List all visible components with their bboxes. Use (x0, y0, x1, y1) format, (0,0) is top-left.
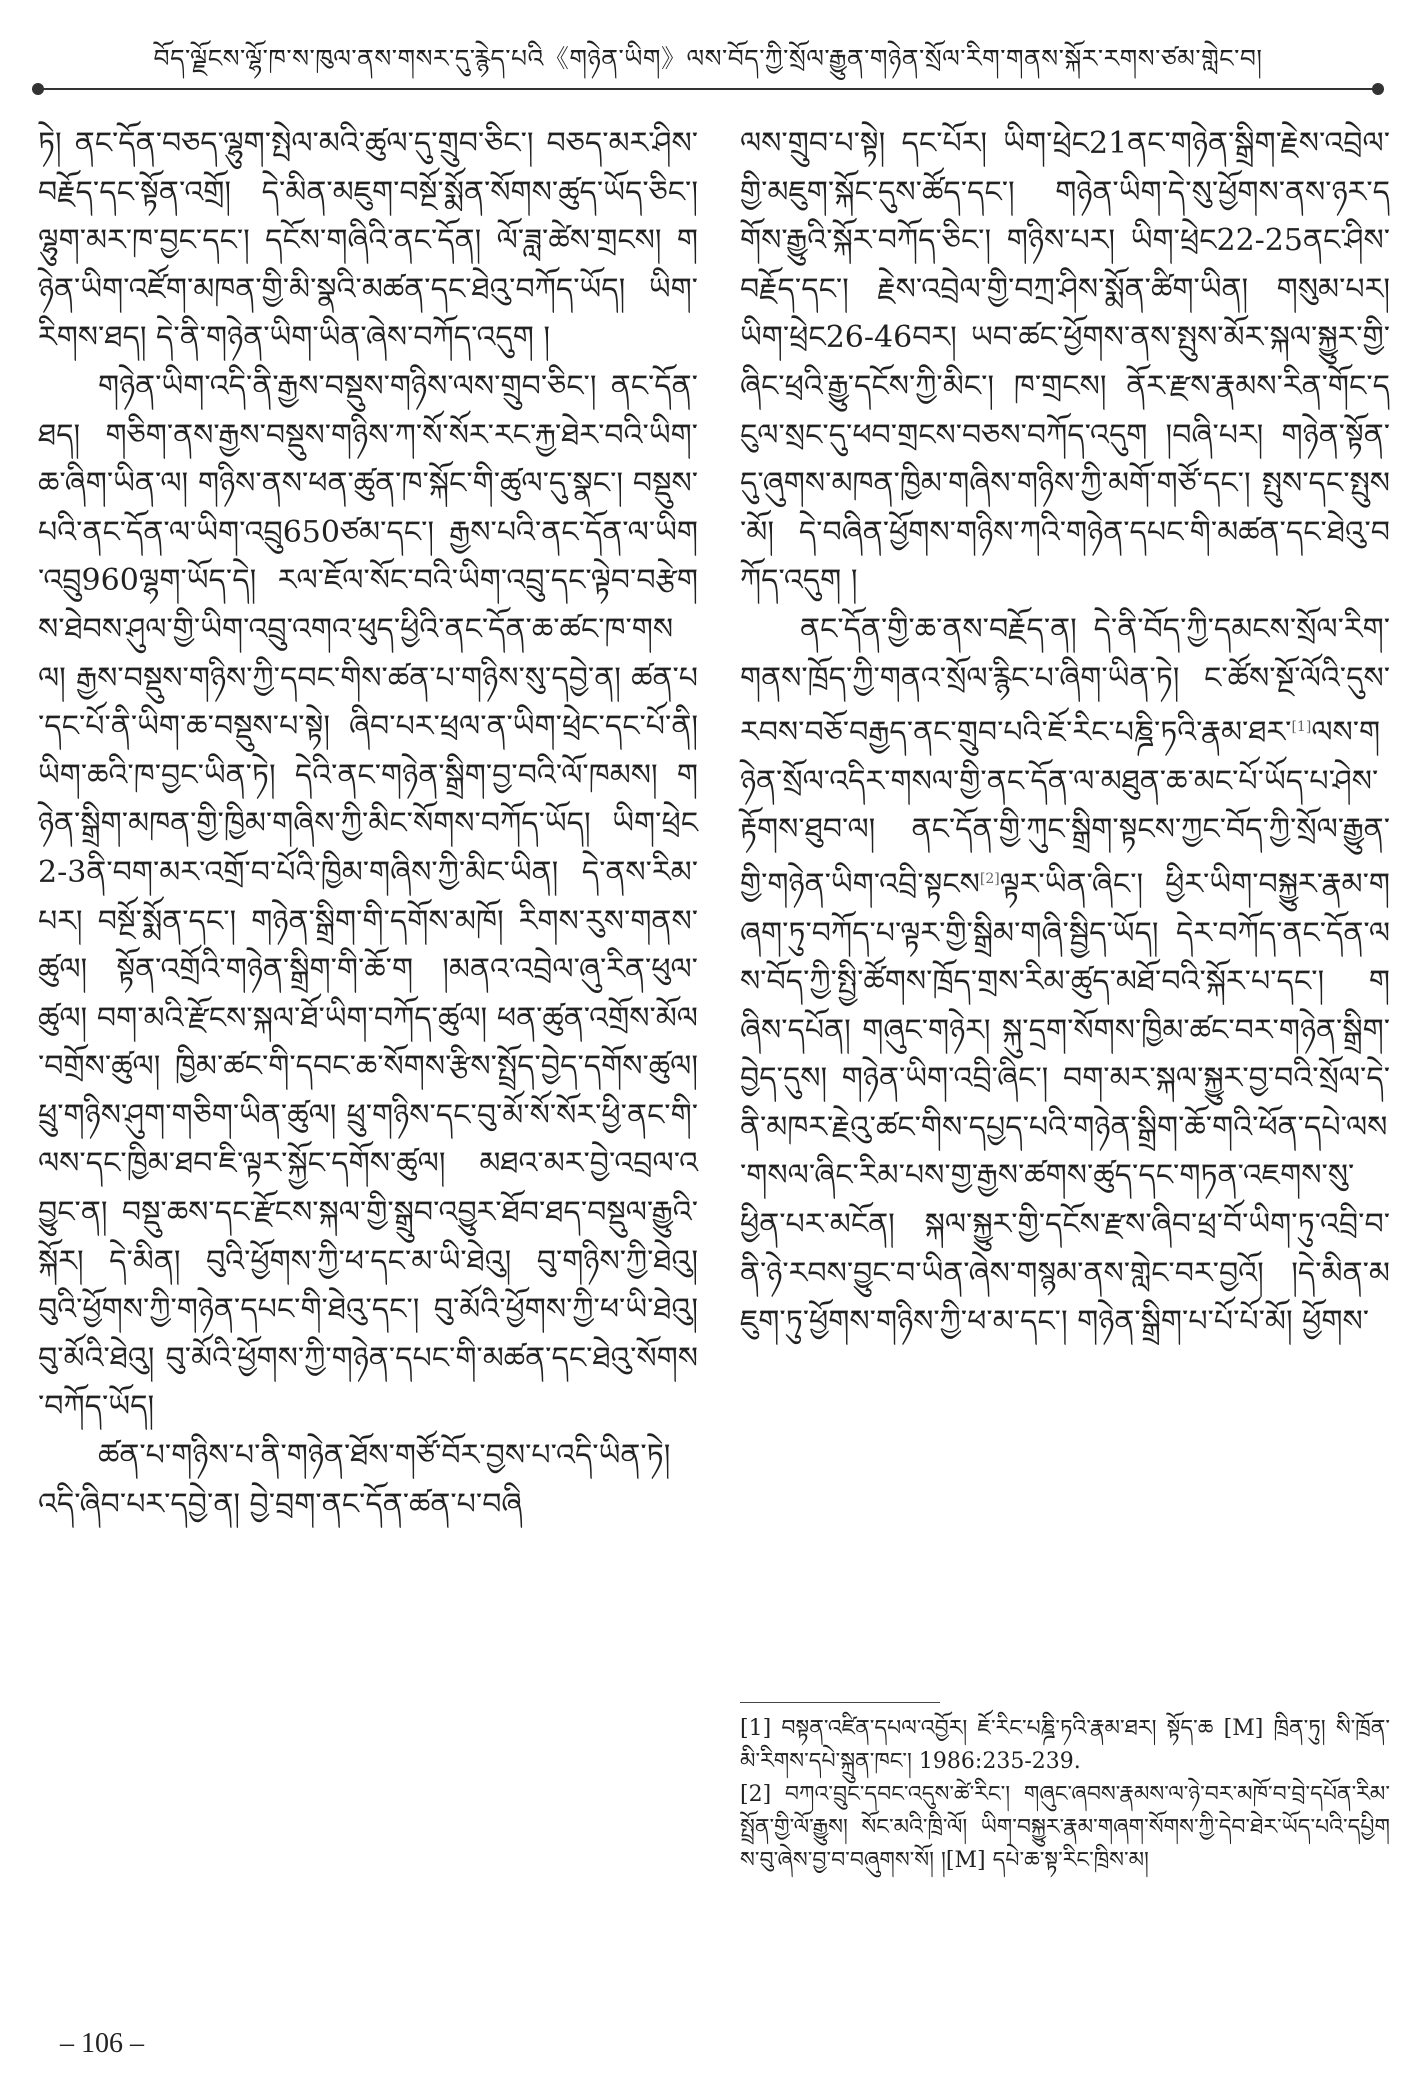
rule-dot-right (1372, 83, 1384, 95)
running-header: བོད་ལྗོངས་ལྷོ་ཁ་ས་ཁུལ་ནས་གསར་དུ་རྙེད་པའི《གཉེན་ཡིག》ལས་བོད་ཀྱི་སྲོལ་རྒྱུན་གཉེན་སྲོལ་རིག་གནས་སྐོར་རགས་ཙམ་གླེང་བ། (153, 44, 1263, 73)
footnote-1: [1] བསྟན་འཛིན་དཔལ་འབྱོར། ཇོ་རིང་པཎྜི་ཏའི་རྣམ་ཐར། སྟོད་ཆ [M] ཁྲིན་ཏུ། སི་ཁྲོན་མི་རིགས་དཔེ་སྐྲུན་ཁང་། 1986:235-239. (740, 1716, 1390, 1774)
text-after-note2: ལྟར་ཡིན་ཞིང་། ཕྱིར་ཡིག་བསྐྱུར་རྣམ་གཞག་ཏུ་བཀོད་པ་ལྟར་གྱི་སྒྲིམ་གཞི་སྦྱིད་ཡོད། དེར་བཀོད་ནང་དོན་ལས་བོད་ཀྱི་སྤྱི་ཚོགས་ཁྲོད་གྲས་རིམ་ཚུད་མཐོ་བའི་སྐོར་པ་དང་། གཞིས་དཔོན། གཞུང་གཉེར། སྐུ་དྲག་སོགས་ཁྱིམ་ཚང་བར་གཉེན་སྒྲིག་བྱེད་དུས། གཉེན་ཡིག་འབྲི་ཞིང་། བག་མར་སྐལ་སྐྱུར་བྱ་བའི་སྲོལ་དེ་ནི་མཁར་རྗེའུ་ཚང་གིས་དཔྱད་པའི་གཉེན་སྒྲིག་ཆོ་གའི་ཕོན་དཔེ་ལས་གསལ་ཞིང་རིམ་པས་གྱ་རྒྱས་ཚགས་ཚུད་དང་གཏན་འཇགས་སུ་ཕྱིན་པར་མངོན། སྐལ་སྐྱུར་གྱི་དངོས་རྫས་ཞིབ་ཕྲ་བོ་ཡིག་ཏུ་འབྲི་བ་ནི་ཉེ་རབས་བྱུང་བ་ཡིན་ཞེས་གསྙམ་ནས་གླེང་བར་བྱའོ། །དེ་མིན་མཇུག་ཏུ་ཕྱོགས་གཉིས་ཀྱི་ཕ་མ་དང་། གཉེན་སྒྲིག་པ་པོ་པོ་མོ། ཕྱོགས་ (740, 866, 1390, 1340)
footnote-divider (740, 1702, 940, 1703)
header-rule (38, 88, 1378, 90)
text-before-note1: ནང་དོན་གྱི་ཆ་ནས་བརྗོད་ན། དེ་ནི་བོད་ཀྱི་དམངས་སྲོལ་རིག་གནས་ཁྲོད་ཀྱི་གནའ་སྲོལ་རྙིང་པ་ཞིག་ཡིན་ཏེ། ང་ཚོས་སྔོ་ལོའི་དུས་རབས་བཅོ་བརྒྱད་ནང་གྲུབ་པའི་ཇོ་རིང་པཎྜི་ཏའི་རྣམ་ཐར་ (740, 611, 1390, 751)
paragraph-right-2 (740, 606, 1390, 1347)
footnote-2: [2] བཀའ་བྲུང་དབང་འདུས་ཚེ་རིང་། གཞུང་ཞབས་རྣམས་ལ་ཉེ་བར་མཁོ་བ་བྲེ་དཔོན་རིམ་སྤྲོན་གྱི་ལོ་རྒྱུས། སོང་མའི་ཁྲི་ལོ། ཡིག་བསྐྱུར་རྣམ་གཞག་སོགས་ཀྱི་དེབ་ཐེར་ཡོད་པའི་དཔྱིགས་བུ་ཞེས་བྱ་བ་བཞུགས་སོ། །[M] དཔེ་ཆ་སྟ་རིང་ཁྲིས་མ། (740, 1782, 1390, 1873)
text-between-notes: ལས་གཉེན་སྲོལ་འདིར་གསལ་གྱི་ནང་དོན་ལ་མཐུན་ཆ་མང་པོ་ཡོད་པ་ཤེས་རྟོགས་ཐུབ་ལ། ནང་དོན་གྱི་ཀུང་སྒྲིག་སྟངས་ཀྱང་བོད་ཀྱི་སྲོལ་རྒྱུན་གྱི་གཉེན་ཡིག་འབྲི་སྟངས (740, 715, 1390, 902)
right-column (740, 120, 1390, 1347)
footnote-ref-1[interactable]: [1] (1291, 719, 1312, 736)
paragraph-right-1: ལས་གྲུབ་པ་སྟེ། དང་པོར། ཡིག་ཕྲེང21ནང་གཉེན་སྒྲིག་རྗེས་འབྲེལ་གྱི་མཇུག་སྐོང་དུས་ཚོད་དང་། གཉེན་ཡིག་དེ་སུ་ཕྱོགས་ནས་ཉར་དགོས་རྒྱུའི་སྐོར་བཀོད་ཅིང་། གཉིས་པར། ཡིག་ཕྲེང22-25ནང་ཤིས་བརྗོད་དང་། རྗེས་འབྲེལ་གྱི་བཀྲ་ཤིས་སྨོན་ཚིག་ཡིན། གསུམ་པར། ཡིག་ཕྲེང26-46བར། ཡབ་ཚང་ཕྱོགས་ནས་སྤུས་མོར་སྐལ་སྐྱུར་གྱི་ཞིང་ཕྲའི་རྒྱུ་དངོས་ཀྱི་མིང་། ཁ་གྲངས། ནོར་རྫས་རྣམས་རིན་གོང་དངུལ་སྲང་དུ་ཕབ་གྲངས་བཅས་བཀོད་འདུག །བཞི་པར། གཉེན་སྟོན་དུ་ཞུགས་མཁན་ཁྱིམ་གཞིས་གཉིས་ཀྱི་མགོ་གཙོ་དང་། སྤུས་དང་སྤུས་མོ། དེ་བཞིན་ཕྱོགས་གཉིས་ཀའི་གཉེན་དཔང་གི་མཚན་དང་ཐེའུ་བཀོད་འདུག ། (740, 126, 1390, 599)
paragraph-left-1: ཏེ། ནང་དོན་བཅད་ལྷུག་སྤེལ་མའི་ཚུལ་དུ་གྲུབ་ཅིང་། བཅད་མར་ཤིས་བརྗོད་དང་སྟོན་འགྲོ། དེ་མིན་མཇུག་བསྔོ་སྨོན་སོགས་ཚུད་ཡོད་ཅིང་། ལྷུག་མར་ཁ་བྱང་དང་། དངོས་གཞིའི་ནང་དོན། ལོ་ཟླ་ཚེས་གྲངས། གཉེན་ཡིག་འཛོག་མཁན་གྱི་མི་སྣའི་མཚན་དང་ཐེའུ་བཀོད་ཡོད། ཡིག་རིགས་ཐད། དེ་ནི་གཉེན་ཡིག་ཡིན་ཞེས་བཀོད་འདུག ། (38, 126, 698, 356)
footnote-ref-2[interactable]: [2] (979, 870, 1000, 887)
paragraph-left-3: ཚན་པ་གཉིས་པ་ནི་གཉེན་ཐོས་གཙོ་བོར་བྱས་པ་འདི་ཡིན་ཏེ། འདི་ཞིབ་པར་དབྱེ་ན། བྱེ་བྲག་ནང་དོན་ཚན་པ་བཞི (38, 1438, 671, 1522)
paragraph-left-2: གཉེན་ཡིག་འདི་ནི་རྒྱས་བསྡུས་གཉིས་ལས་གྲུབ་ཅིང་། ནང་དོན་ཐད། གཅིག་ནས་རྒྱས་བསྡུས་གཉིས་ཀ་སོ་སོར་རང་རྐྱ་ཐེར་བའི་ཡིག་ཆ་ཞིག་ཡིན་ལ། གཉིས་ནས་ཕན་ཚུན་ཁ་སྐོང་གི་ཚུལ་དུ་སྣང་། བསྡུས་པའི་ནང་དོན་ལ་ཡིག་འབྲུ650ཙམ་དང་། རྒྱས་པའི་ནང་དོན་ལ་ཡིག་འབྲུ960ལྷག་ཡོད་དེ། རལ་ཇོལ་སོང་བའི་ཡིག་འབྲུ་དང་ལྟེབ་བརྩེགས་ཐེབས་ཤུལ་གྱི་ཡིག་འབྲུ་འགའ་ཕུད་ཕྱིའི་ནང་དོན་ཆ་ཚང་ཁ་གསལ། རྒྱས་བསྡུས་གཉིས་ཀྱི་དབང་གིས་ཚན་པ་གཉིས་སུ་དབྱེ་ན། ཚན་པ་དང་པོ་ནི་ཡིག་ཆ་བསྡུས་པ་སྟེ། ཞིབ་པར་ཕྲལ་ན་ཡིག་ཕྲེང་དང་པོ་ནི། ཡིག་ཆའི་ཁ་བྱང་ཡིན་ཏེ། དེའི་ནང་གཉེན་སྒྲིག་བྱ་བའི་ལོ་ཁམས། གཉེན་སྒྲིག་མཁན་གྱི་ཁྱིམ་གཞིས་ཀྱི་མིང་སོགས་བཀོད་ཡོད། ཡིག་ཕྲེང2-3ནི་བག་མར་འགྲོ་བ་པོའི་ཁྱིམ་གཞིས་ཀྱི་མིང་ཡིན། དེ་ནས་རིམ་པར། བསྔོ་སྨོན་དང་། གཉེན་སྒྲིག་གི་དགོས་མཁོ། རིགས་རུས་གནས་ཚུལ། སྟོན་འགྲོའི་གཉེན་སྒྲིག་གི་ཆོ་ག །མནའ་འབྲེལ་ཞུ་རིན་ཕུལ་ཚུལ། བག་མའི་རྫོངས་སྐལ་ཐོ་ཡིག་བཀོད་ཚུལ། ཕན་ཚུན་འགྲོས་མོལ་བགྲོས་ཚུལ། ཁྱིམ་ཚང་གི་དབང་ཆ་སོགས་རྩིས་སྤྲོད་བྱེད་དགོས་ཚུལ། ཕྲུ་གཉིས་ཤུག་གཅིག་ཡིན་ཚུལ། ཕྲུ་གཉིས་དང་བུ་མོ་སོ་སོར་ཕྱི་ནང་གི་ལས་དང་ཁྱིམ་ཐབ་ཇི་ལྟར་སྐྱོང་དགོས་ཚུལ། མཐའ་མར་བྱེ་འབྲལ་འབྱུང་ན། བསྡུ་ཆས་དང་རྫོངས་སྐལ་གྱི་སྒྲུབ་འབྱུར་ཐོབ་ཐད་བསྡུལ་རྒྱུའི་སྐོར། དེ་མིན། བུའི་ཕྱོགས་ཀྱི་ཕ་དང་མ་ཡི་ཐེའུ། བུ་གཉིས་ཀྱི་ཐེའུ། བུའི་ཕྱོགས་ཀྱི་གཉེན་དཔང་གི་ཐེའུ་དང་། བུ་མོའི་ཕྱོགས་ཀྱི་ཕ་ཡི་ཐེའུ། བུ་མོའི་ཐེའུ། བུ་མོའི་ཕྱོགས་ཀྱི་གཉེན་དཔང་གི་མཚན་དང་ཐེའུ་སོགས་བཀོད་ཡོད། (38, 368, 698, 1425)
footnotes (740, 1712, 1390, 1877)
rule-dot-left (32, 83, 44, 95)
left-column (38, 120, 698, 1529)
page-number: – 106 – (60, 2028, 144, 2059)
